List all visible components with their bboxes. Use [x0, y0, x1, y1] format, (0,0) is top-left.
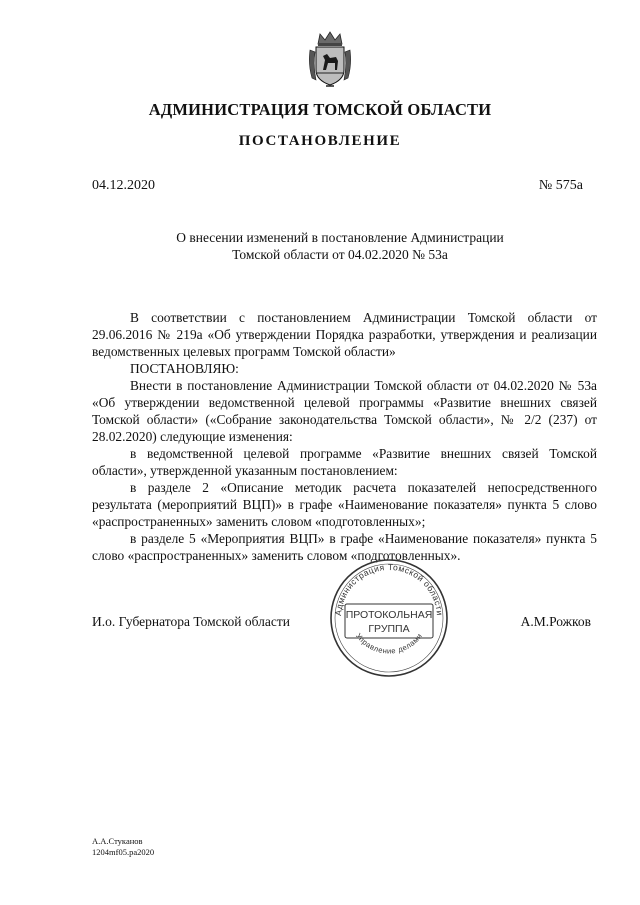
preamble-paragraph: В соответствии с постановлением Администрации Томской области от 29.06.2016 № 219а «Об утверждении Порядка разработки, утверждения и реализации ведомственных целевых программ Томской области» [92, 310, 597, 359]
svg-text:Управление делами: Управление делами [353, 631, 425, 656]
protocol-group-stamp [327, 556, 451, 680]
file-reference: 1204mf05.ра2020 [92, 847, 155, 857]
coat-of-arms-icon [308, 30, 352, 88]
signatory-name: А.М.Рожков [520, 614, 591, 629]
svg-text:ПРОТОКОЛЬНАЯ: ПРОТОКОЛЬНАЯ [345, 609, 433, 621]
section5-paragraph: в разделе 5 «Мероприятия ВЦП» в графе «Наименование показателя» пункта 5 слово «распространенных» заменить словом «подготовленных». [92, 531, 597, 563]
document-date: 04.12.2020 [92, 178, 155, 193]
executor-info [92, 836, 154, 858]
subject-line: О внесении изменений в постановление Администрации [176, 230, 504, 245]
document-type: ПОСТАНОВЛЕНИЕ [238, 133, 402, 149]
amendment-intro-paragraph: Внести в постановление Администрации Томской области от 04.02.2020 № 53а «Об утверждении ведомственной целевой программы «Развитие внешних связей Томской области» («Собрание законодательства Томской области», № 2/2 (237) от 28.02.2020) следующие изменения: [92, 378, 597, 444]
svg-text:Администрация Томской области: Администрация Томской области [332, 561, 445, 617]
organization-title: АДМИНИСТРАЦИЯ ТОМСКОЙ ОБЛАСТИ [148, 100, 492, 119]
document-subject [120, 229, 560, 263]
section2-paragraph: в разделе 2 «Описание методик расчета показателей непосредственного результата (мероприятий ВЦП)» в графе «Наименование показателя» пункта 5 слово «распространенных» заменить словом «подготовленных»; [92, 480, 597, 529]
executor-name: А.А.Стуканов [92, 836, 143, 846]
svg-text:ГРУППА: ГРУППА [368, 623, 410, 635]
signatory-position: И.о. Губернатора Томской области [92, 614, 290, 629]
resolve-heading: ПОСТАНОВЛЯЮ: [130, 361, 239, 376]
document-body [92, 309, 597, 564]
document-number: № 575а [538, 178, 583, 193]
program-paragraph: в ведомственной целевой программе «Развитие внешних связей Томской области», утвержденной указанным постановлением: [92, 446, 597, 478]
subject-line: Томской области от 04.02.2020 № 53а [232, 247, 448, 262]
